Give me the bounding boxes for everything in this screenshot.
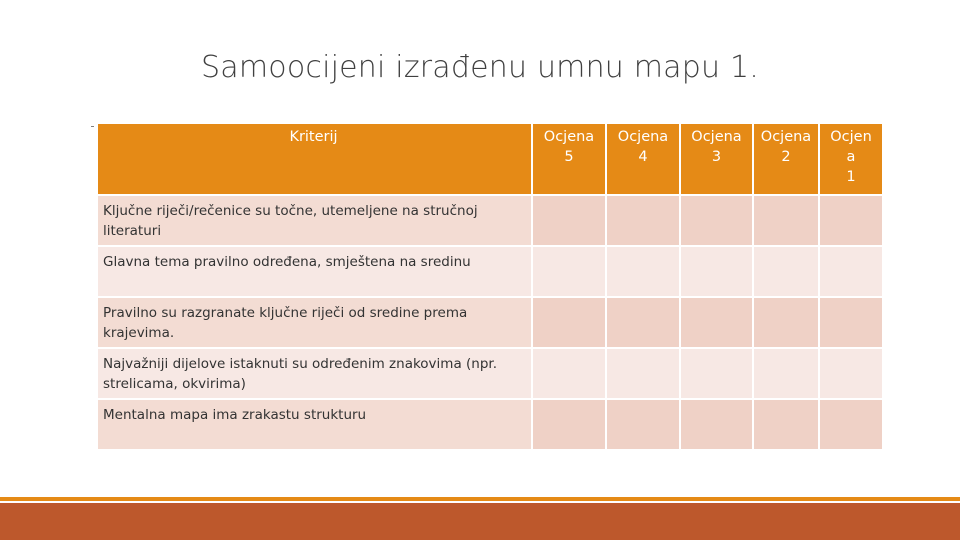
header-grade-3-number: 3	[711, 149, 722, 165]
self-assessment-table	[96, 122, 884, 451]
header-criterion	[98, 124, 531, 194]
header-grade-4-number: 4	[638, 149, 648, 165]
grade-4-cell[interactable]	[607, 349, 679, 398]
footer-bar	[0, 503, 960, 540]
table-row	[98, 196, 882, 245]
grade-5-cell[interactable]	[533, 196, 605, 245]
slide-title: Samoocijeni izrađenu umnu mapu 1.	[201, 50, 759, 85]
header-grade-2-number: 2	[781, 149, 791, 165]
table-row	[98, 400, 882, 449]
grade-4-cell[interactable]	[607, 400, 679, 449]
header-grade-2-word: Ocjena	[760, 129, 812, 145]
table-row	[98, 247, 882, 296]
header-row	[98, 124, 882, 194]
grade-5-cell[interactable]	[533, 349, 605, 398]
header-criterion-label: Kriterij	[289, 129, 338, 145]
header-grade-5	[533, 124, 605, 194]
header-grade-5-word: Ocjena	[543, 129, 595, 145]
criterion-cell: Glavna tema pravilno određena, smještena na sredinu	[98, 247, 531, 296]
grade-5-cell[interactable]	[533, 298, 605, 347]
header-grade-3-word: Ocjena	[691, 129, 742, 145]
grade-5-cell[interactable]	[533, 247, 605, 296]
header-grade-1-word: Ocjen	[830, 129, 872, 145]
grade-3-cell[interactable]	[681, 247, 752, 296]
grade-3-cell[interactable]	[681, 298, 752, 347]
grade-2-cell[interactable]	[754, 349, 818, 398]
grade-4-cell[interactable]	[607, 247, 679, 296]
grade-3-cell[interactable]	[681, 349, 752, 398]
table-row	[98, 349, 882, 398]
header-grade-2	[754, 124, 818, 194]
criterion-cell: Pravilno su razgranate ključne riječi od sredine prema krajevima.	[98, 298, 531, 347]
grade-3-cell[interactable]	[681, 196, 752, 245]
header-grade-4-word: Ocjena	[617, 129, 669, 145]
criterion-cell: Mentalna mapa ima zrakastu strukturu	[98, 400, 531, 449]
table-row	[98, 298, 882, 347]
grade-2-cell[interactable]	[754, 247, 818, 296]
criterion-cell: Najvažniji dijelove istaknuti su određenim znakovima (npr. strelicama, okvirima)	[98, 349, 531, 398]
grade-1-cell[interactable]	[820, 247, 882, 296]
grade-4-cell[interactable]	[607, 298, 679, 347]
grade-3-cell[interactable]	[681, 400, 752, 449]
header-grade-1	[820, 124, 882, 194]
grade-1-cell[interactable]	[820, 349, 882, 398]
stray-mark	[91, 126, 94, 127]
footer-accent-line	[0, 497, 960, 501]
grade-4-cell[interactable]	[607, 196, 679, 245]
header-grade-5-number: 5	[564, 149, 574, 165]
grade-2-cell[interactable]	[754, 400, 818, 449]
grade-2-cell[interactable]	[754, 298, 818, 347]
header-grade-1-number: 1	[846, 169, 856, 185]
header-grade-3	[681, 124, 752, 194]
grade-5-cell[interactable]	[533, 400, 605, 449]
grade-1-cell[interactable]	[820, 196, 882, 245]
grade-1-cell[interactable]	[820, 400, 882, 449]
header-grade-4	[607, 124, 679, 194]
criterion-cell: Ključne riječi/rečenice su točne, utemeljene na stručnoj literaturi	[98, 196, 531, 245]
grade-2-cell[interactable]	[754, 196, 818, 245]
grade-1-cell[interactable]	[820, 298, 882, 347]
header-grade-1-word-end: a	[846, 149, 856, 165]
